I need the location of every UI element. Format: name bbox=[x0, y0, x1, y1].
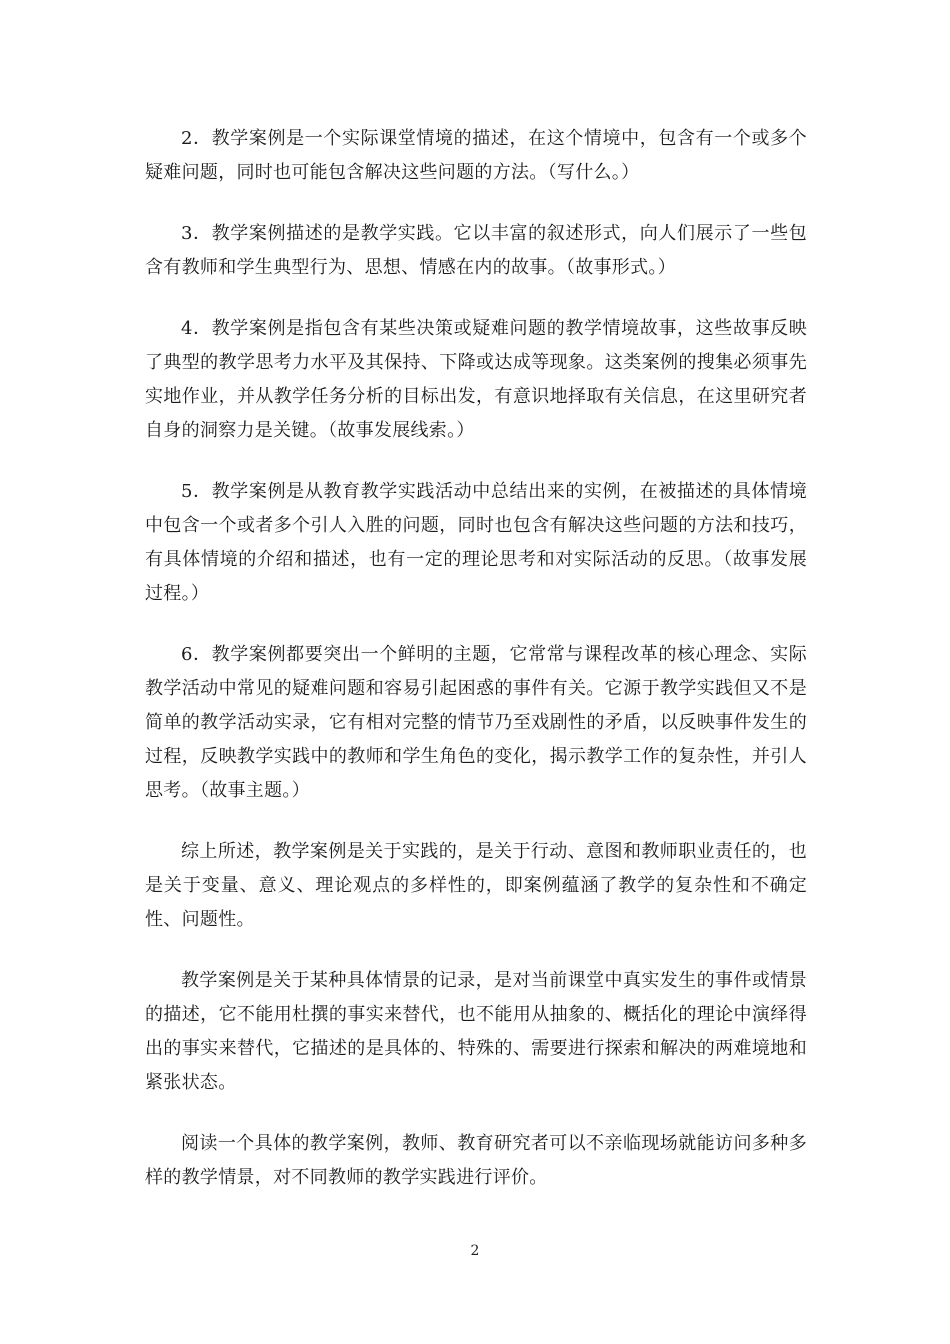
paragraph-definition-5: 5．教学案例是从教育教学实践活动中总结出来的实例，在被描述的具体情境中包含一个或者多个引人入胜的问题，同时也包含有解决这些问题的方法和技巧，有具体情境的介绍和描述，也有一定的理论思考和对实际活动的反思。（故事发展过程。） bbox=[145, 481, 807, 604]
document-body bbox=[145, 122, 807, 1222]
paragraph-case-reading: 阅读一个具体的教学案例，教师、教育研究者可以不亲临现场就能访问多种多样的教学情景，对不同教师的教学实践进行评价。 bbox=[145, 1133, 807, 1188]
paragraph-definition-3: 3．教学案例描述的是教学实践。它以丰富的叙述形式，向人们展示了一些包含有教师和学生典型行为、思想、情感在内的故事。（故事形式。） bbox=[145, 223, 807, 278]
paragraph-summary: 综上所述，教学案例是关于实践的，是关于行动、意图和教师职业责任的，也是关于变量、意义、理论观点的多样性的，即案例蕴涵了教学的复杂性和不确定性、问题性。 bbox=[145, 841, 807, 930]
paragraph-case-record: 教学案例是关于某种具体情景的记录，是对当前课堂中真实发生的事件或情景的描述，它不能用杜撰的事实来替代，也不能用从抽象的、概括化的理论中演绎得出的事实来替代，它描述的是具体的、特殊的、需要进行探索和解决的两难境地和紧张状态。 bbox=[145, 970, 807, 1093]
paragraph-definition-2: 2．教学案例是一个实际课堂情境的描述，在这个情境中，包含有一个或多个疑难问题，同时也可能包含解决这些问题的方法。（写什么。） bbox=[145, 128, 807, 183]
paragraph-definition-6: 6．教学案例都要突出一个鲜明的主题，它常常与课程改革的核心理念、实际教学活动中常见的疑难问题和容易引起困惑的事件有关。它源于教学实践但又不是简单的教学活动实录，它有相对完整的情节乃至戏剧性的矛盾，以反映事件发生的过程，反映教学实践中的教师和学生角色的变化，揭示教学工作的复杂性，并引人思考。（故事主题。） bbox=[145, 644, 807, 801]
paragraph-definition-4: 4．教学案例是指包含有某些决策或疑难问题的教学情境故事，这些故事反映了典型的教学思考力水平及其保持、下降或达成等现象。这类案例的搜集必须事先实地作业，并从教学任务分析的目标出发，有意识地择取有关信息，在这里研究者自身的洞察力是关键。（故事发展线索。） bbox=[145, 318, 807, 441]
page-number: 2 bbox=[470, 1243, 480, 1259]
